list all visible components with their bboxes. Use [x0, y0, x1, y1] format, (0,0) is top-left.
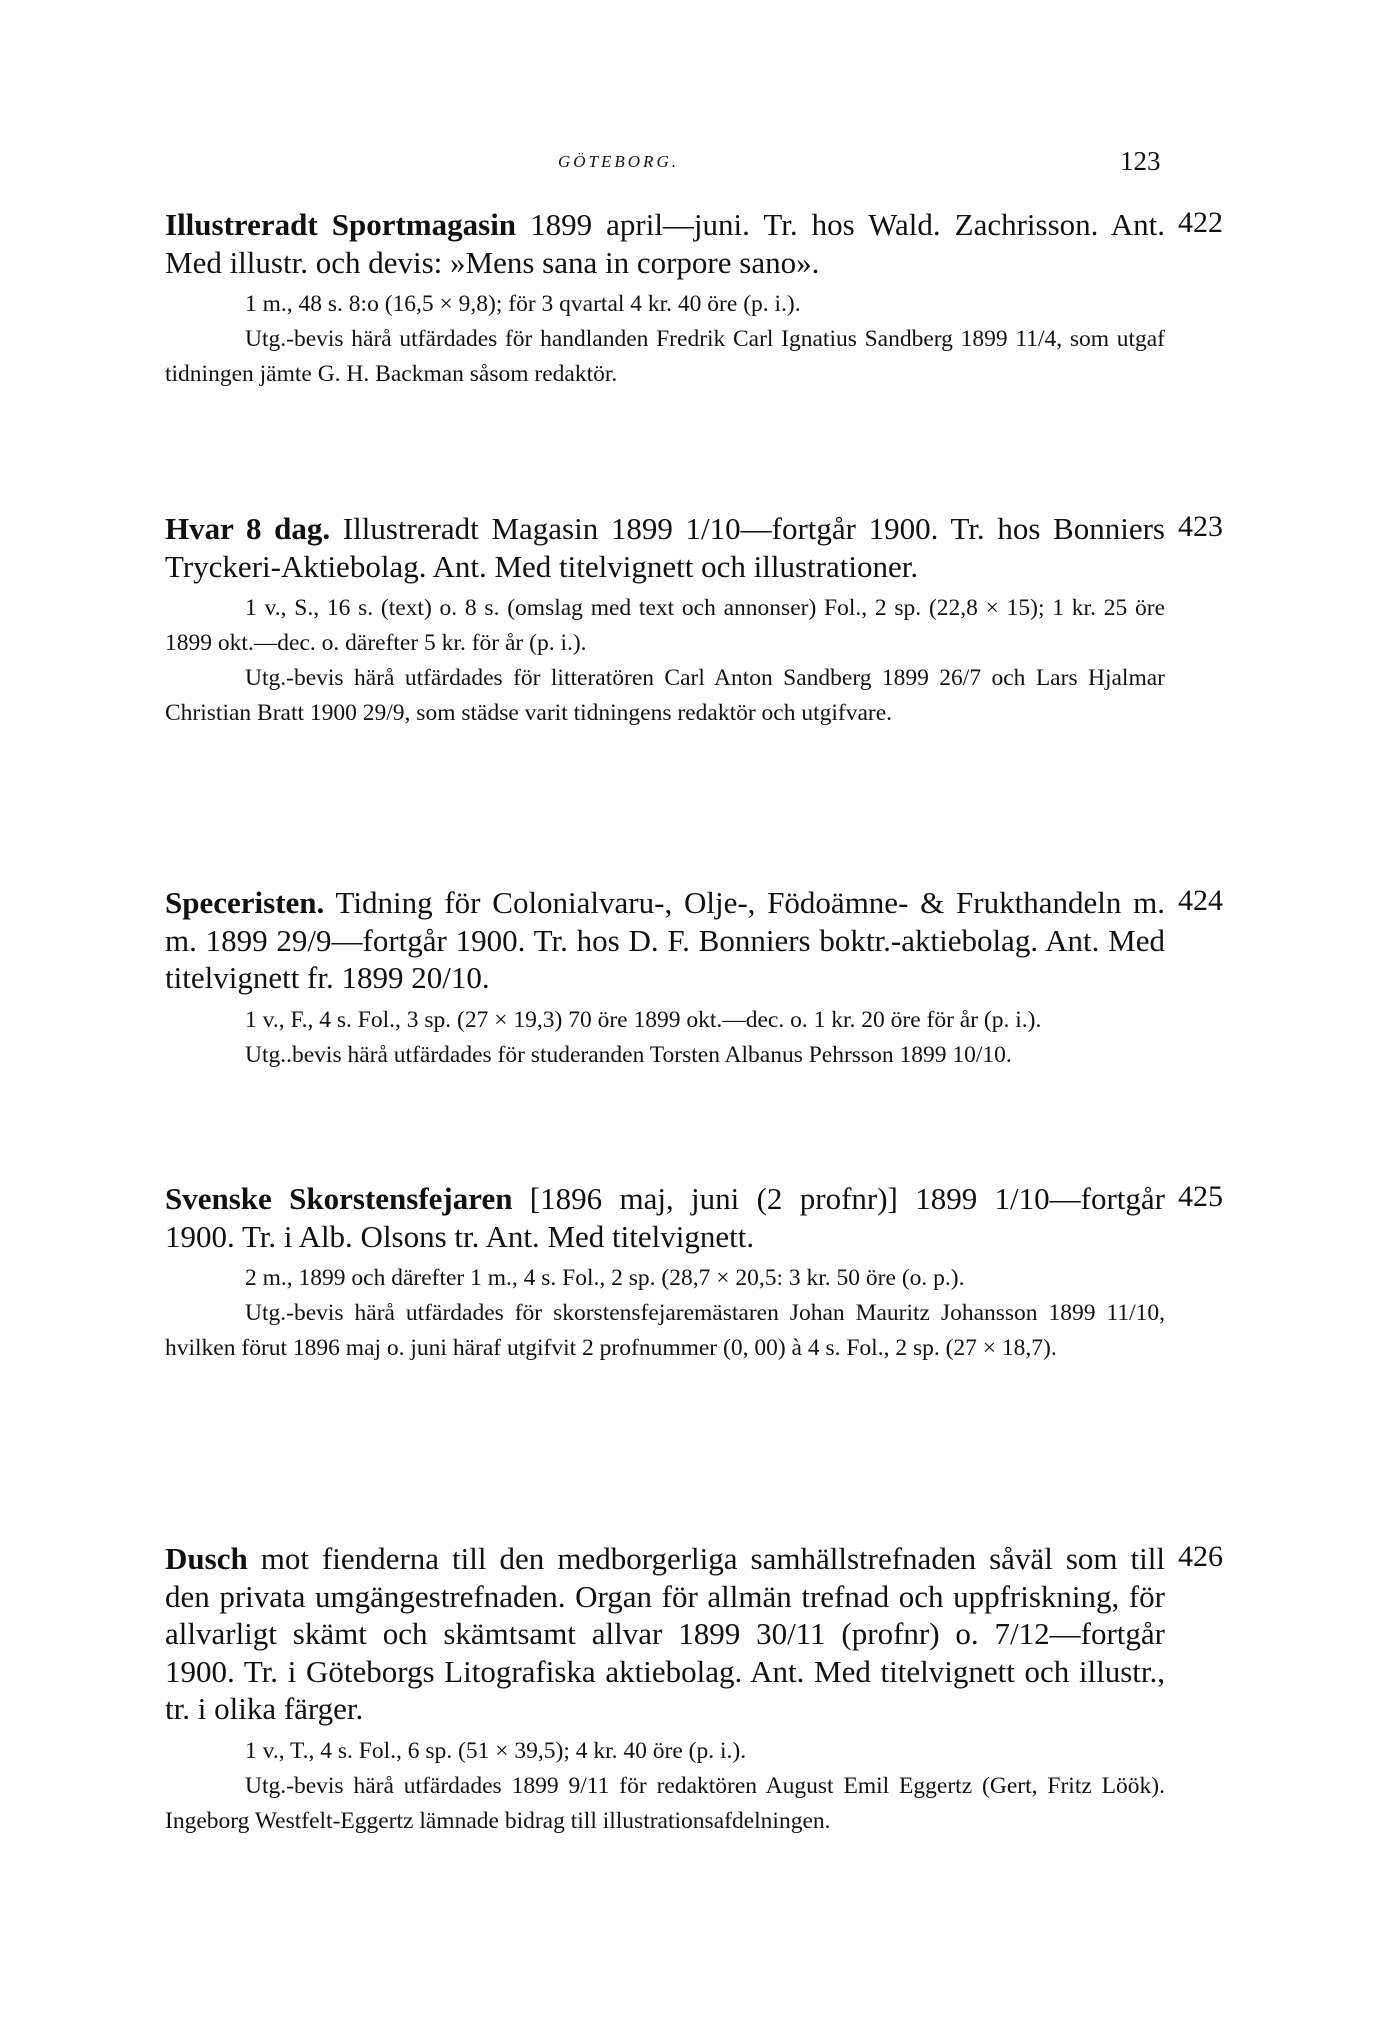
entry-detail: Utg.-bevis härå utfärdades för litteratören Carl Anton Sandberg 1899 26/7 och Lars Hjalmar Christian Bratt 1900 29/9, som städse varit tidningens redaktör och utgifvare.: [165, 665, 1165, 726]
entry-number: 424: [1178, 884, 1223, 917]
entry-title-bold: Illustreradt Sportmagasin: [165, 207, 517, 242]
entry-detail: 1 v., F., 4 s. Fol., 3 sp. (27 × 19,3) 70 öre 1899 okt.—dec. o. 1 kr. 20 öre för år (p. i.).: [245, 1006, 1042, 1033]
entry-title-bold: Speceristen.: [165, 885, 325, 920]
entry-detail: Utg.-bevis härå utfärdades 1899 9/11 för redaktören August Emil Eggertz (Gert, Fritz Löök). Ingeborg Westfelt-Eggertz lämnade bidrag till illustrationsafdelningen.: [165, 1772, 1165, 1834]
page-number: 123: [1120, 146, 1161, 176]
entry-title-rest: mot fienderna till den medborgerliga samhällstrefnaden såväl som till den privata umgängestrefnaden. Organ för allmän trefnad och uppfriskning, för allvarligt skämt och skämtsamt allvar 1899 30/11 (profnr) o. 7/12—fortgår 1900. Tr. i Göteborgs Litografiska aktiebolag. Ant. Med titelvignett och illustr., tr. i olika färger.: [165, 1541, 1165, 1726]
catalog-entry: [165, 206, 1165, 392]
entry-detail: Utg..bevis härå utfärdades för studeranden Torsten Albanus Pehrsson 1899 10/10.: [245, 1041, 1012, 1068]
entry-number: 425: [1178, 1180, 1223, 1213]
entry-title-bold: Svenske Skorstensfejaren: [165, 1181, 513, 1216]
entry-number: 426: [1178, 1540, 1223, 1573]
running-header: GÖTEBORG.: [558, 152, 679, 171]
entry-detail: Utg.-bevis härå utfärdades för skorstensfejaremästaren Johan Mauritz Johansson 1899 11/10, hvilken förut 1896 maj o. juni häraf utgifvit 2 profnummer (0, 00) à 4 s. Fol., 2 sp. (27 × 18,7).: [165, 1300, 1165, 1361]
catalog-entry: [165, 884, 1165, 1073]
entry-title-rest: Tidning för Colonialvaru-, Olje-, Födoämne- & Frukthandeln m. m. 1899 29/9—fortgår 1900. Tr. hos D. F. Bonniers boktr.-aktiebolag. Ant. Med titelvignett fr. 1899 20/10.: [165, 885, 1165, 995]
entry-title-rest: Illustreradt Magasin 1899 1/10—fortgår 1900. Tr. hos Bonniers Tryckeri-Aktiebolag. Ant. Med titelvignett och illustrationer.: [165, 511, 1165, 584]
entry-detail: Utg.-bevis härå utfärdades för handlanden Fredrik Carl Ignatius Sandberg 1899 11/4, som utgaf tidningen jämte G. H. Backman såsom redaktör.: [165, 326, 1165, 387]
catalog-entry: [165, 510, 1165, 731]
entry-detail: 1 v., T., 4 s. Fol., 6 sp. (51 × 39,5); 4 kr. 40 öre (p. i.).: [245, 1737, 747, 1764]
entry-number: 423: [1178, 510, 1223, 543]
entry-detail: 2 m., 1899 och därefter 1 m., 4 s. Fol., 2 sp. (28,7 × 20,5: 3 kr. 50 öre (o. p.).: [245, 1265, 965, 1291]
entry-number: 422: [1178, 206, 1223, 239]
entry-title: [165, 1540, 1165, 1728]
catalog-entry: [165, 1180, 1165, 1366]
entry-title-rest: [1896 maj, juni (2 profnr)] 1899 1/10—fortgår 1900. Tr. i Alb. Olsons tr. Ant. Med titelvignett.: [165, 1181, 1165, 1254]
entry-title: [165, 1180, 1165, 1255]
entry-title: [165, 510, 1165, 585]
entry-title-bold: Dusch: [165, 1541, 248, 1576]
entry-detail: 1 m., 48 s. 8:o (16,5 × 9,8); för 3 qvartal 4 kr. 40 öre (p. i.).: [245, 291, 801, 317]
entry-title: [165, 206, 1165, 281]
catalog-entry: [165, 1540, 1165, 1839]
entry-detail: 1 v., S., 16 s. (text) o. 8 s. (omslag med text och annonser) Fol., 2 sp. (22,8 × 15); 1 kr. 25 öre 1899 okt.—dec. o. därefter 5 kr. för år (p. i.).: [165, 595, 1165, 656]
entry-title: [165, 884, 1165, 997]
entry-title-bold: Hvar 8 dag.: [165, 511, 331, 546]
entry-title-rest: 1899 april—juni. Tr. hos Wald. Zachrisson. Ant. Med illustr. och devis: »Mens sana in corpore sano».: [165, 207, 1165, 280]
